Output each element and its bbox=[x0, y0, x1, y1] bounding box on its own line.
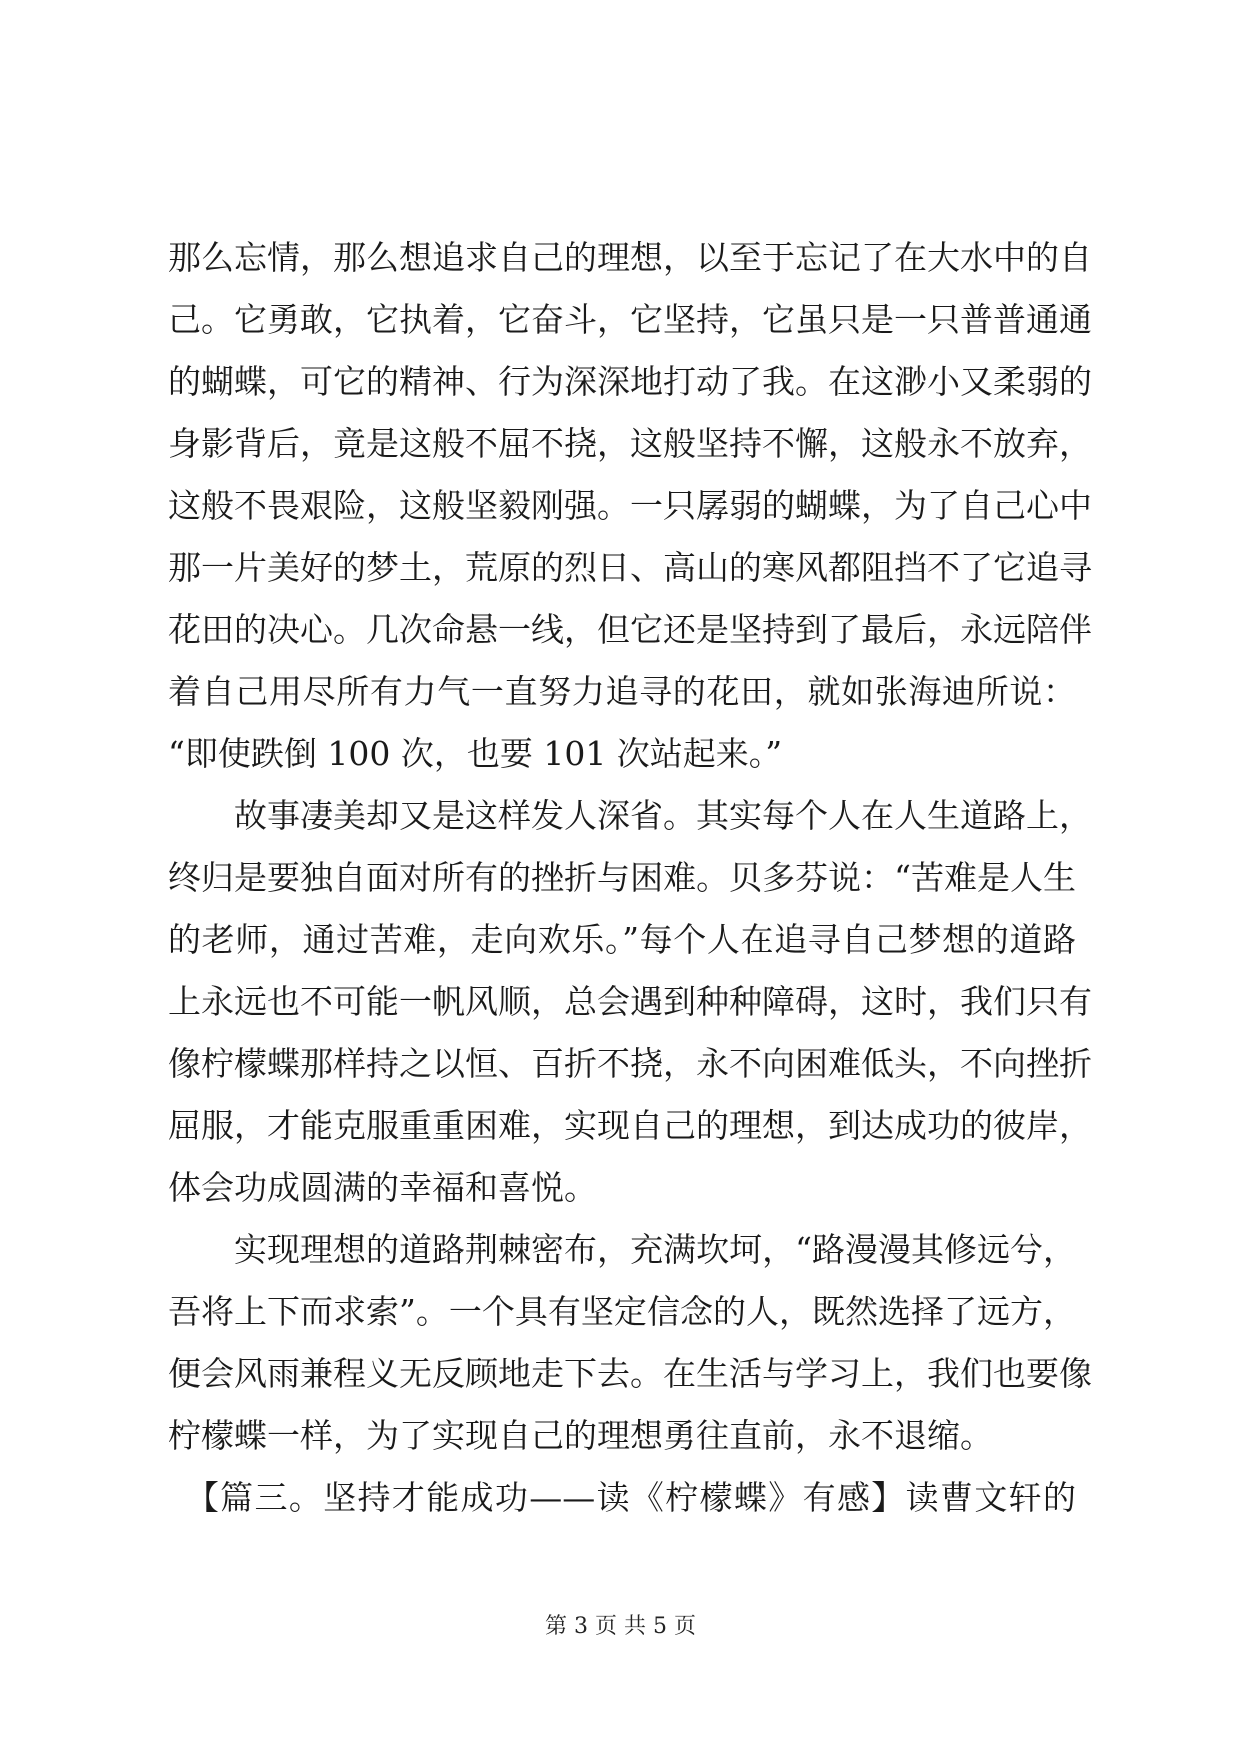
document-body bbox=[168, 227, 1092, 1529]
text-line: 花田的决心。几次命悬一线，但它还是坚持到了最后，永远陪伴 bbox=[168, 610, 1092, 649]
text-line: 的老师，通过苦难，走向欢乐。”每个人在追寻自己梦想的道路 bbox=[168, 920, 1076, 959]
text-line: 身影背后，竟是这般不屈不挠，这般坚持不懈，这般永不放弃， bbox=[168, 424, 1092, 463]
text-line: 体会功成圆满的幸福和喜悦。 bbox=[168, 1168, 597, 1207]
text-line: 吾将上下而求索”。一个具有坚定信念的人，既然选择了远方， bbox=[168, 1292, 1076, 1331]
text-line: 便会风雨兼程义无反顾地走下去。在生活与学习上，我们也要像 bbox=[168, 1354, 1092, 1393]
text-line: 实现理想的道路荆棘密布，充满坎坷，“路漫漫其修远兮， bbox=[168, 1230, 1076, 1269]
page-number-footer: 第 3 页 共 5 页 bbox=[545, 1614, 696, 1639]
text-line: 着自己用尽所有力气一直努力追寻的花田，就如张海迪所说： bbox=[168, 672, 1076, 711]
text-line: “即使跌倒 100 次，也要 101 次站起来。” bbox=[168, 734, 783, 773]
text-line: 那一片美好的梦土，荒原的烈日、高山的寒风都阻挡不了它追寻 bbox=[168, 548, 1092, 587]
text-line: 故事凄美却又是这样发人深省。其实每个人在人生道路上， bbox=[168, 796, 1092, 835]
text-line: 上永远也不可能一帆风顺，总会遇到种种障碍，这时，我们只有 bbox=[168, 982, 1092, 1021]
text-line: 那么忘情，那么想追求自己的理想，以至于忘记了在大水中的自 bbox=[168, 238, 1092, 277]
text-line: 己。它勇敢，它执着，它奋斗，它坚持，它虽只是一只普普通通 bbox=[168, 300, 1092, 339]
text-line: 屈服，才能克服重重困难，实现自己的理想，到达成功的彼岸， bbox=[168, 1106, 1092, 1145]
text-line: 的蝴蝶，可它的精神、行为深深地打动了我。在这渺小又柔弱的 bbox=[168, 362, 1092, 401]
text-line: 【篇三。坚持才能成功——读《柠檬蝶》有感】读曹文轩的 bbox=[168, 1478, 1076, 1517]
text-line: 柠檬蝶一样，为了实现自己的理想勇往直前，永不退缩。 bbox=[168, 1416, 993, 1455]
text-line: 这般不畏艰险，这般坚毅刚强。一只孱弱的蝴蝶，为了自己心中 bbox=[168, 486, 1092, 525]
text-line: 像柠檬蝶那样持之以恒、百折不挠，永不向困难低头，不向挫折 bbox=[168, 1044, 1092, 1083]
text-line: 终归是要独自面对所有的挫折与困难。贝多芬说：“苦难是人生 bbox=[168, 858, 1076, 897]
